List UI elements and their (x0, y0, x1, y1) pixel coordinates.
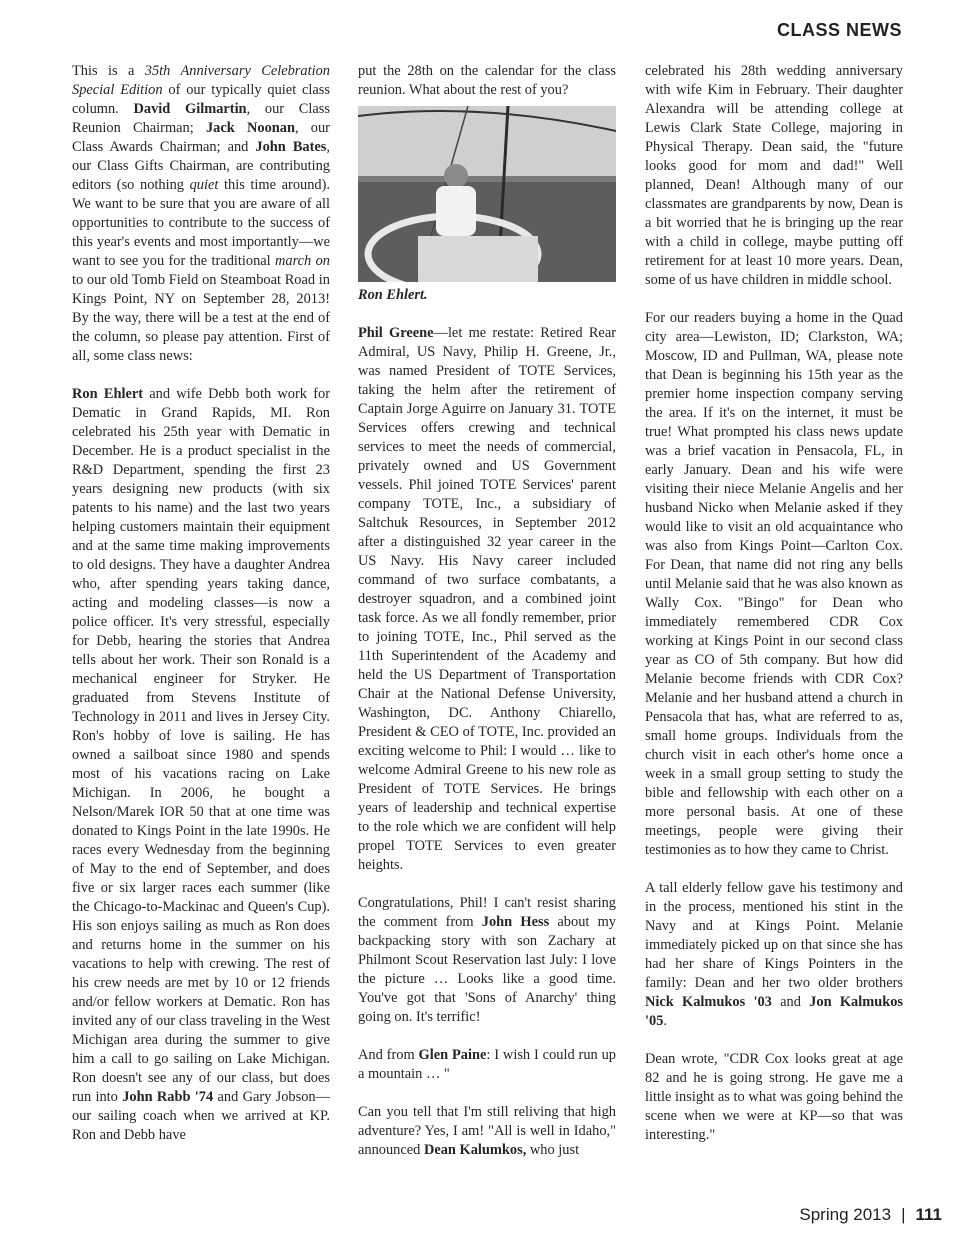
person-name: Jack Noonan (205, 120, 295, 136)
person-name: Phil Greene (358, 325, 434, 341)
testimony-paragraph: A tall elderly fellow gave his testimony and in the process, mentioned his stint in the Navy and at Kings Point. Melanie immediately picked up on that since she has had her share of Kings Pointers in the family: Dean and her two older brothers Nick Kalmukos '03 and Jon Kalmukos '05. (645, 880, 903, 1029)
column-1 (72, 62, 330, 1164)
anniversary-paragraph: celebrated his 28th wedding anniversary with wife Kim in February. Their daughter Alexandra will be attending college at Lewis Clark State College, majoring in Physical Therapy. Dean said, the "future looks good for mom and dad!" Well planned, Dean! Although many of our classmates are grandparents by now, Dean is a bit worried that he is bringing up the rear with a child in college, maybe putting off retirement for at least 10 more years. Dean, some of us have children in middle school. (645, 63, 903, 288)
idaho-paragraph: Can you tell that I'm still reliving that high adventure? Yes, I am! "All is well in Idaho," announced Dean Kalumkos, who just (358, 1104, 616, 1158)
person-name: Jon Kalmukos '05 (645, 994, 903, 1029)
photo-caption: Ron Ehlert. (358, 287, 428, 303)
column-3 (645, 62, 903, 1164)
cox-paragraph: Dean wrote, "CDR Cox looks great at age 82 and he is going strong. He gave me a little insight as to what was going behind the scene when we were at KP—so that was interesting." (645, 1051, 903, 1143)
person-name: Glen Paine (418, 1047, 487, 1063)
column-2 (358, 62, 616, 1179)
sailboat-photo-icon (358, 106, 616, 282)
greene-paragraph: Phil Greene—let me restate: Retired Rear Admiral, US Navy, Philip H. Greene, Jr., was named President of TOTE Services, taking the helm after the retirement of Captain Jorge Aguirre on January 31. TOTE Services offers crewing and technical services to meet the needs of commercial, privately owned and US Government vessels. Phil joined TOTE Services' parent company TOTE, Inc., a subsidiary of Saltchuk Resources, in September 2012 after a distinguished 32 year career in the US Navy. His Navy career included command of two surface combatants, a destroyer squadron, and a combined joint task force. As we all fondly remember, prior to joining TOTE, Inc., Phil served as the 11th Superintendent of the Academy and held the US Department of Transportation Chair at the National Defense University, Washington, DC. Anthony Chiarello, President & CEO of TOTE, Inc. provided an exciting welcome to Phil: I would … like to welcome Admiral Greene to his new role as President of TOTE Services. He brings years of leadership and technical expertise to the role which we are confident will help propel TOTE Services to even greater heights. (358, 325, 617, 873)
person-name: Nick Kalmukos '03 (645, 994, 772, 1010)
reunion-paragraph: put the 28th on the calendar for the class reunion. What about the rest of you? (358, 63, 616, 98)
intro-paragraph: This is a 35th Anniversary Celebration Special Edition of our typically quiet class column. David Gilmartin, our Class Reunion Chairman; Jack Noonan, our Class Awards Chairman; and John Bates, our Class Gifts Chairman, are contributing editors (so nothing quiet this time around). We want to be sure that you are aware of all opportunities to contribute to the success of this year's events and most importantly—we want to see you for the traditional march on to our old Tomb Field on Steamboat Road in Kings Point, NY on September 28, 2013! By the way, there will be a test at the end of the column, so please pay attention. First of all, some class news: (72, 63, 330, 364)
issue-label: Spring 2013 (799, 1205, 892, 1224)
page-number: 111 (915, 1205, 942, 1224)
paine-paragraph: And from Glen Paine: I wish I could run up a mountain … " (358, 1047, 616, 1082)
edition-name: 35th Anniversary Celebration Special Edition (72, 63, 330, 98)
hess-paragraph: Congratulations, Phil! I can't resist sharing the comment from John Hess about my backpacking story with son Zachary at Philmont Scout Reservation last July: I love the picture … Looks like a good time. You've got that 'Sons of Anarchy' thing going on. It's terrific! (358, 895, 616, 1025)
section-title: CLASS NEWS (776, 20, 902, 40)
quad-city-paragraph: For our readers buying a home in the Quad city area—Lewiston, ID; Clarkston, WA; Moscow, ID and Pullman, WA, please note that Dean is beginning his 15th year as the premier home inspection company serving the area. If it's on the internet, it must be true! What prompted his class news update was a brief vacation in Pensacola, FL, in early January. Dean and his wife were visiting their niece Melanie Angelis and her husband Nicko when Melanie asked if they would like to visit an old acquaintance who was also from Kings Point—Carlton Cox. For Dean, that name did not ring any bells until Melanie said that he was also known as Wally Cox. "Bingo" for Dean who immediately remembered CDR Cox working at Kings Point in our second class year as CO of 5th company. But how did Melanie become friends with CDR Cox? Melanie and her husband attend a church in Pensacola that has, what are referred to as, small home groups. Individuals from the church visit in each other's home once a week in a small group setting to study the bible and fellowship with each other on a more personal basis. At one of these meetings, people were giving their testimonies as to how they came to Christ. (645, 310, 903, 858)
ehlert-paragraph: Ron Ehlert and wife Debb both work for Dematic in Grand Rapids, MI. Ron celebrated his 25th year with Dematic in December. He is a product specialist in the R&D Department, spending the first 23 years designing new products (with six patents to his name) and the last two years helping customers maintain their equipment and at the same time making improvements to old designs. They have a daughter Andrea who, after spending years taking dance, acting and modeling classes—is now a police officer. It's very stressful, especially for Debb, hearing the stories that Andrea tells about her work. Their son Ronald is a mechanical engineer for Stryker. He graduated from Stevens Institute of Technology in 2011 and lives in Jersey City. Ron's hobby of love is sailing. He has owned a sailboat since 1980 and spends most of his vacations racing on Lake Michigan. In 2006, he bought a Nelson/Marek IOR 50 that at one time was donated to Kings Point in the late 1990s. He races every Wednesday from the beginning of May to the end of September, and does five or six larger races each summer (like the Chicago-to-Mackinac and Queen's Cup). His son enjoys sailing as much as Ron does and returns home in the summer on his vacations to help with crewing. The rest of his crew needs are met by 10 or 12 friends and/or fellow workers at Dematic. Ron has invited any of our class traveling in the West Michigan area during the summer to give him a call to go sailing on Lake Michigan. Ron doesn't see any of our class, but does run into John Rabb '74 and Gary Jobson—our sailing coach when we arrived at KP. Ron and Debb have (72, 386, 331, 1143)
person-name: Ron Ehlert (72, 386, 144, 402)
page-footer (799, 1205, 942, 1225)
person-name: Dean Kalumkos, (423, 1142, 527, 1158)
person-name: John Bates (255, 139, 327, 155)
person-name: David Gilmartin (133, 101, 247, 117)
person-name: John Hess (481, 914, 550, 930)
footer-separator: | (901, 1205, 906, 1224)
person-name: John Rabb '74 (122, 1089, 214, 1105)
